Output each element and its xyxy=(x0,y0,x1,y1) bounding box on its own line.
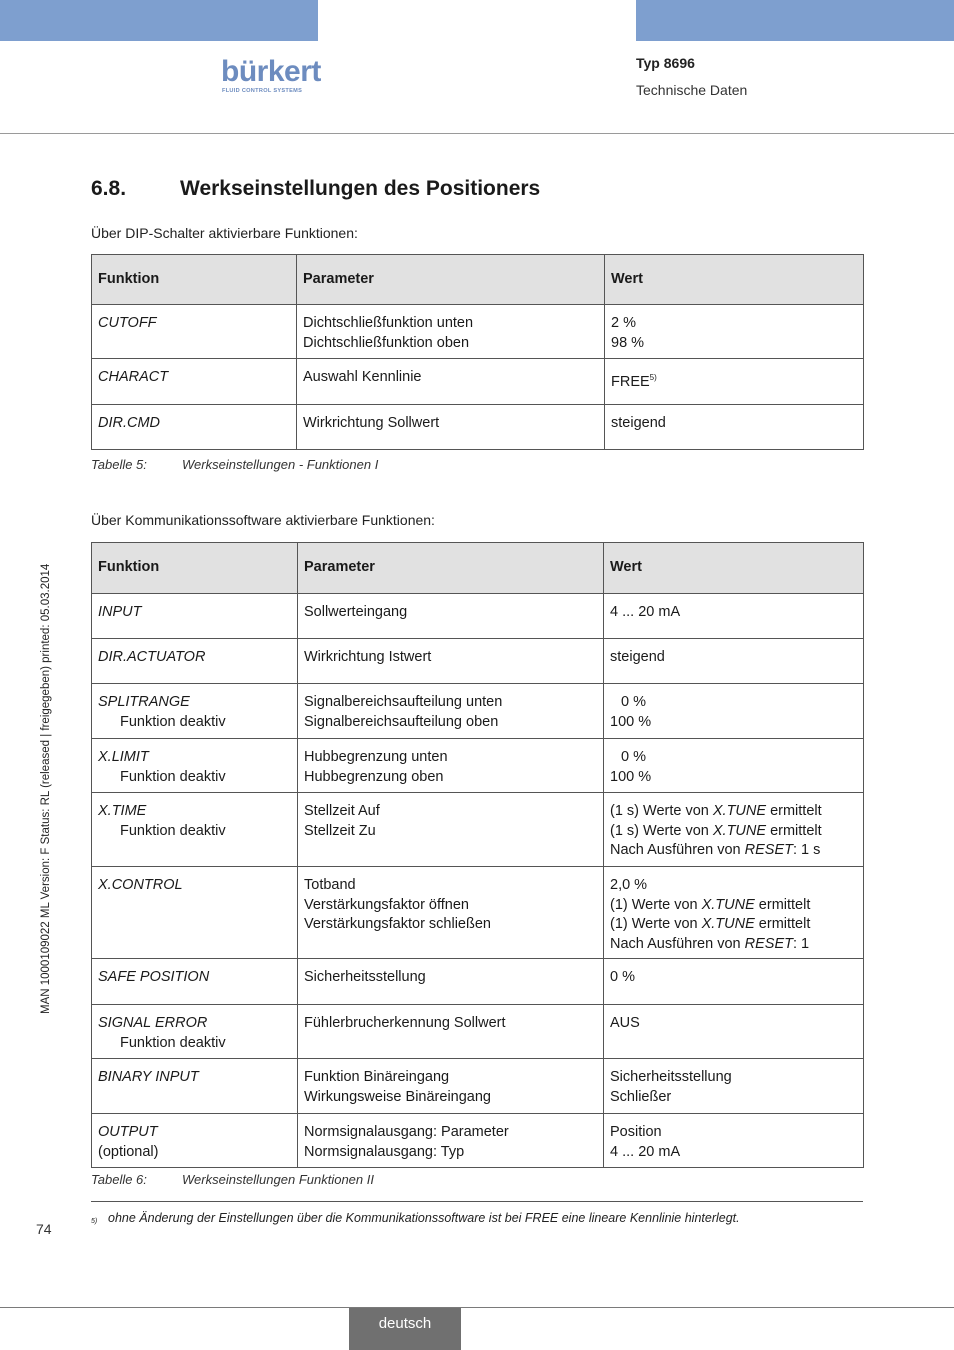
funktion-sub: Funktion deaktiv xyxy=(120,822,226,839)
wert-line: steigend xyxy=(610,649,665,665)
logo-tagline: FLUID CONTROL SYSTEMS xyxy=(222,88,303,94)
parameter-line: Wirkungsweise Binäreingang xyxy=(304,1088,491,1105)
wert-line: (1 s) Werte von X.TUNE ermittelt xyxy=(610,822,822,839)
table-row xyxy=(92,1059,864,1114)
section-heading xyxy=(91,177,540,201)
table-row xyxy=(92,594,864,639)
parameter-line: Stellzeit Auf xyxy=(304,803,380,819)
col-header-parameter: Parameter xyxy=(298,543,604,594)
wert-line: (1 s) Werte von X.TUNE ermittelt xyxy=(610,803,822,819)
funktion-sub: Funktion deaktiv xyxy=(120,768,226,785)
funktion-cell: X.CONTROL xyxy=(98,877,183,893)
funktion-cell: SAFE POSITION xyxy=(98,969,210,985)
parameter-line: Verstärkungsfaktor schließen xyxy=(304,916,491,932)
footnote-text: ohne Änderung der Einstellungen über die Kommunikationssoftware ist bei FREE eine lineare Kennlinie hinterlegt. xyxy=(108,1211,740,1225)
top-color-band-right xyxy=(636,0,954,41)
language-tab: deutsch xyxy=(349,1308,461,1350)
funktion-cell: CHARACT xyxy=(98,369,169,385)
table-header-row xyxy=(92,255,864,305)
table-row xyxy=(92,1114,864,1168)
funktion-cell: BINARY INPUT xyxy=(98,1069,199,1085)
parameter-line: Totband xyxy=(304,877,356,893)
top-color-band-left xyxy=(0,0,318,41)
parameter-line: Dichtschließfunktion oben xyxy=(303,334,470,351)
chapter-subtitle: Technische Daten xyxy=(636,82,748,98)
wert-line: (1) Werte von X.TUNE ermittelt xyxy=(610,896,811,913)
page-number: 74 xyxy=(36,1221,52,1237)
logo-wordmark: bürkert xyxy=(221,55,321,88)
wert-line: 4 ... 20 mA xyxy=(610,1143,681,1160)
parameter-line: Wirkrichtung Sollwert xyxy=(303,415,440,431)
wert-line: Sicherheitsstellung xyxy=(610,1069,732,1085)
footnote-mark: 5) xyxy=(91,1218,98,1225)
header-divider xyxy=(0,133,954,134)
wert-line xyxy=(611,368,857,393)
table-row xyxy=(92,359,864,405)
wert-line: Nach Ausführen von RESET: 1 s xyxy=(610,842,821,858)
parameter-line: Auswahl Kennlinie xyxy=(303,369,422,385)
table1-caption xyxy=(91,457,378,472)
col-header-parameter: Parameter xyxy=(297,255,605,305)
col-header-funktion: Funktion xyxy=(92,543,298,594)
section-number: 6.8. xyxy=(91,177,127,200)
table-dip-functions xyxy=(91,254,864,450)
funktion-sub: (optional) xyxy=(98,1143,159,1160)
table2-caption xyxy=(91,1172,374,1187)
funktion-cell: SPLITRANGE xyxy=(98,694,190,710)
wert-line: 98 % xyxy=(611,334,645,351)
funktion-cell: DIR.ACTUATOR xyxy=(98,649,206,665)
table-row xyxy=(92,1005,864,1059)
funktion-sub: Funktion deaktiv xyxy=(120,1034,226,1051)
wert-line: 0 % xyxy=(621,749,646,765)
parameter-line: Sollwerteingang xyxy=(304,604,408,620)
funktion-cell: DIR.CMD xyxy=(98,415,161,431)
caption-text: Werkseinstellungen - Funktionen I xyxy=(182,457,379,472)
wert-line: 0 % xyxy=(610,969,635,985)
funktion-cell: SIGNAL ERROR xyxy=(98,1015,208,1031)
parameter-line: Wirkrichtung Istwert xyxy=(304,649,432,665)
parameter-line: Stellzeit Zu xyxy=(304,822,376,839)
col-header-funktion: Funktion xyxy=(92,255,297,305)
section-title: Werkseinstellungen des Positioners xyxy=(180,177,541,200)
table2-intro: Über Kommunikationssoftware aktivierbare Funktionen: xyxy=(91,512,435,528)
table-row xyxy=(92,867,864,959)
parameter-line: Hubbegrenzung unten xyxy=(304,749,448,765)
wert-line: 100 % xyxy=(610,713,652,730)
table-row xyxy=(92,684,864,739)
table-software-functions xyxy=(91,542,864,1168)
parameter-line: Normsignalausgang: Typ xyxy=(304,1143,465,1160)
parameter-line: Funktion Binäreingang xyxy=(304,1069,450,1085)
parameter-line: Fühlerbrucherkennung Sollwert xyxy=(304,1015,506,1031)
wert-line: 100 % xyxy=(610,768,652,785)
footnote-ref: 5) xyxy=(649,373,657,382)
footer-divider xyxy=(0,1307,954,1308)
parameter-line: Hubbegrenzung oben xyxy=(304,768,444,785)
wert-line: steigend xyxy=(611,415,666,431)
table-row xyxy=(92,793,864,867)
wert-line: (1) Werte von X.TUNE ermittelt xyxy=(610,916,811,932)
wert-line: 0 % xyxy=(621,694,646,710)
wert-line: Nach Ausführen von RESET: 1 xyxy=(610,935,810,952)
table-row xyxy=(92,405,864,450)
wert-line: Position xyxy=(610,1124,662,1140)
table-row xyxy=(92,305,864,359)
wert-line: 2 % xyxy=(611,315,636,331)
funktion-cell: X.LIMIT xyxy=(98,749,149,765)
product-type: Typ 8696 xyxy=(636,55,695,71)
funktion-cell: CUTOFF xyxy=(98,315,157,331)
funktion-cell: INPUT xyxy=(98,604,142,620)
wert-line: Schließer xyxy=(610,1088,672,1105)
wert-line: 4 ... 20 mA xyxy=(610,604,681,620)
table1-intro: Über DIP-Schalter aktivierbare Funktionen: xyxy=(91,225,358,241)
table-row xyxy=(92,739,864,793)
wert-line: 2,0 % xyxy=(610,877,648,893)
parameter-line: Normsignalausgang: Parameter xyxy=(304,1124,509,1140)
funktion-cell: OUTPUT xyxy=(98,1124,158,1140)
funktion-cell: X.TIME xyxy=(98,803,147,819)
table-header-row xyxy=(92,543,864,594)
burkert-logo xyxy=(221,57,319,97)
col-header-wert: Wert xyxy=(605,255,864,305)
wert-line: AUS xyxy=(610,1015,640,1031)
caption-label: Tabelle 5: xyxy=(91,457,147,472)
parameter-line: Signalbereichsaufteilung unten xyxy=(304,694,503,710)
parameter-line: Sicherheitsstellung xyxy=(304,969,426,985)
parameter-line: Signalbereichsaufteilung oben xyxy=(304,713,499,730)
table-row xyxy=(92,639,864,684)
footnote-divider xyxy=(91,1201,863,1202)
col-header-wert: Wert xyxy=(604,543,864,594)
parameter-line: Verstärkungsfaktor öffnen xyxy=(304,896,469,913)
parameter-line: Dichtschließfunktion unten xyxy=(303,315,474,331)
document-metadata-sidebar: MAN 1000109022 ML Version: F Status: RL (released | freigegeben) printed: 05.03.2014 xyxy=(40,563,52,1014)
table-row xyxy=(92,959,864,1005)
caption-label: Tabelle 6: xyxy=(91,1172,147,1187)
funktion-sub: Funktion deaktiv xyxy=(120,713,226,730)
wert-free: FREE xyxy=(611,374,650,390)
footnote xyxy=(91,1211,740,1225)
caption-text: Werkseinstellungen Funktionen II xyxy=(182,1172,374,1187)
